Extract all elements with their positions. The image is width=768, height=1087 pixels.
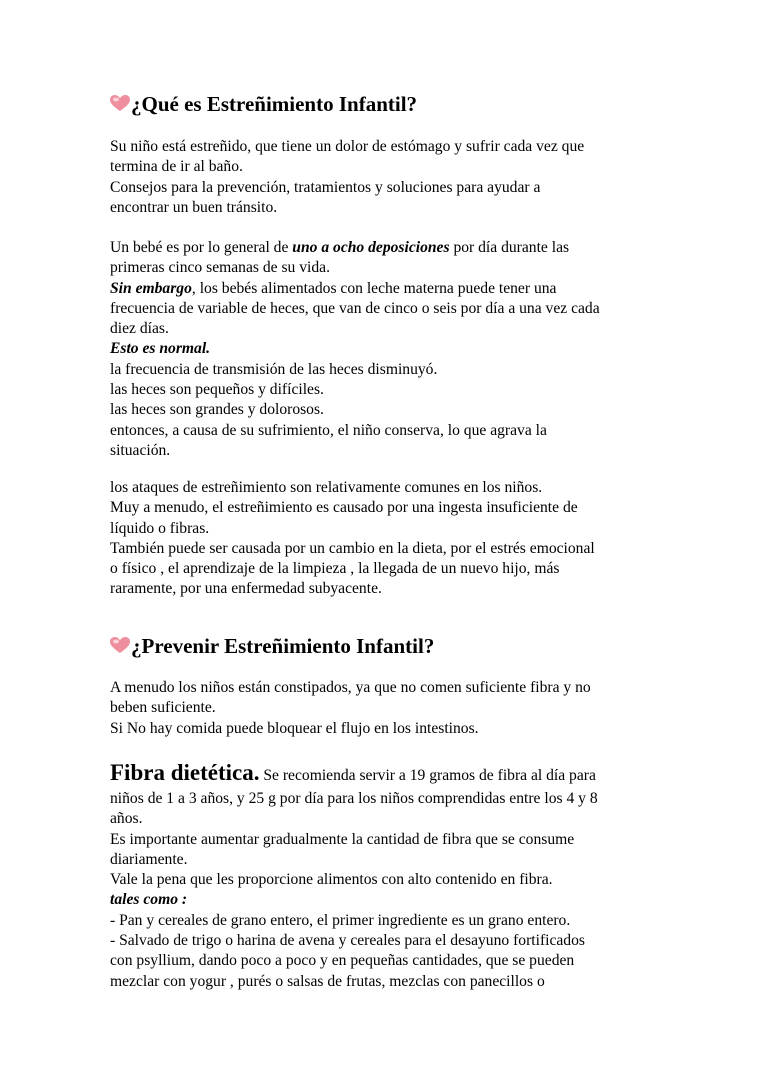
text-line: líquido o fibras. (110, 519, 210, 537)
text-line: Vale la pena que les proporcione alimentos con alto contenido en fibra. (110, 871, 553, 889)
emphasis-line: Esto es normal. (110, 340, 211, 358)
text-line: niños de 1 a 3 años, y 25 g por día para los niños comprendidas entre los 4 y 8 (110, 790, 598, 807)
text-line (110, 279, 670, 299)
text-line: encontrar un buen tránsito. (110, 198, 278, 216)
heading-text: ¿Qué es Estreñimiento Infantil? (131, 92, 418, 116)
text-line: diez días. (110, 320, 169, 338)
text-line: los ataques de estreñimiento son relativamente comunes en los niños. (110, 479, 543, 496)
text-line: mezclar con yogur , purés o salsas de frutas, mezclas con panecillos o (110, 972, 545, 990)
text-line: Muy a menudo, el estreñimiento es causado por una ingesta insuficiente de (110, 499, 578, 517)
emphasis-line: tales como : (110, 891, 188, 909)
section2-body (110, 678, 670, 739)
text-run: , los bebés alimentados con leche materna puede tener una (191, 279, 557, 297)
text-run: Se recomienda servir a 19 gramos de fibra al día para (259, 767, 596, 784)
text-line: Consejos para la prevención, tratamientos y soluciones para ayudar a (110, 178, 541, 196)
text-line: Si No hay comida puede bloquear el flujo en los intestinos. (110, 719, 479, 737)
emphasis-text: uno a ocho deposiciones (292, 239, 450, 256)
section1-paragraph2 (110, 238, 670, 461)
fibra-title: Fibra dietética. (110, 760, 260, 785)
text-run: Un bebé es por lo general de (110, 239, 293, 256)
section1-paragraph3 (110, 478, 670, 600)
text-line: con psyllium, dando poco a poco y en pequeñas cantidades, que se pueden (110, 952, 575, 970)
heart-icon (110, 637, 130, 654)
section3-body (110, 760, 670, 992)
list-item: - Salvado de trigo o harina de avena y cereales para el desayuno fortificados (110, 932, 585, 950)
text-line: primeras cinco semanas de su vida. (110, 259, 330, 277)
text-line: raramente, por una enfermedad subyacente. (110, 580, 382, 598)
heading-text: ¿Prevenir Estreñimiento Infantil? (131, 634, 435, 658)
text-line: Su niño está estreñido, que tiene un dolor de estómago y sufrir cada vez que (110, 138, 585, 155)
text-line: las heces son grandes y dolorosos. (110, 401, 324, 419)
text-line: las heces son pequeños y difíciles. (110, 381, 324, 399)
text-line: frecuencia de variable de heces, que van de cinco o seis por día a una vez cada (110, 299, 600, 317)
text-line (110, 760, 670, 789)
text-line (110, 238, 670, 258)
section-heading-prevenir (110, 633, 434, 659)
text-line: entonces, a causa de su sufrimiento, el niño conserva, lo que agrava la (110, 421, 547, 439)
section1-body (110, 137, 670, 218)
text-line: También puede ser causada por un cambio en la dieta, por el estrés emocional (110, 539, 595, 557)
section-heading-que-es (110, 91, 417, 117)
text-line: o físico , el aprendizaje de la limpieza , la llegada de un nuevo hijo, más (110, 560, 560, 578)
heart-icon (110, 95, 130, 112)
text-line: termina de ir al baño. (110, 158, 243, 176)
text-line: diariamente. (110, 850, 188, 868)
text-line: A menudo los niños están constipados, ya que no comen suficiente fibra y no (110, 679, 591, 696)
text-run: por día durante las (449, 239, 570, 256)
text-line: la frecuencia de transmisión de las heces disminuyó. (110, 360, 438, 378)
emphasis-text: Sin embargo (110, 279, 192, 297)
text-line: años. (110, 810, 143, 828)
text-line: situación. (110, 441, 171, 459)
text-line: Es importante aumentar gradualmente la cantidad de fibra que se consume (110, 830, 575, 848)
list-item: - Pan y cereales de grano entero, el primer ingrediente es un grano entero. (110, 911, 571, 929)
text-line: beben suficiente. (110, 699, 216, 717)
